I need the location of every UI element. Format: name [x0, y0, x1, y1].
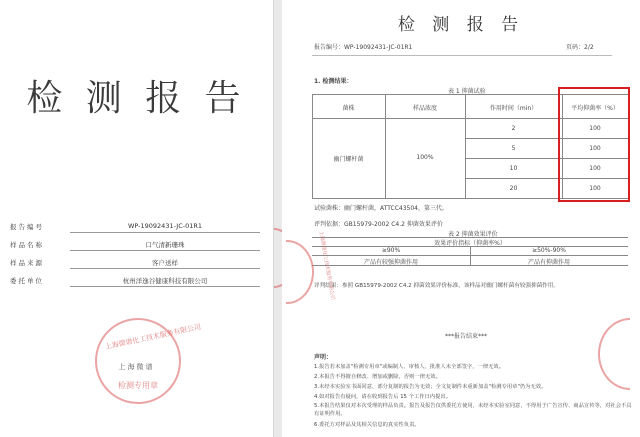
cover-page [0, 0, 274, 437]
strain-cell: 幽门螺杆菌 [333, 156, 364, 163]
highlight-box [558, 87, 630, 202]
time-cell: 20 [509, 185, 518, 192]
seal-text-bottom: 检测专用章 [118, 381, 158, 390]
table-header: 样品浓度 [412, 105, 437, 112]
eval-effect: 产品有抑菌作用 [527, 259, 570, 266]
field-label: 委托单位 [10, 277, 44, 285]
note-item: 1.报告若未加盖"检测专用章"或编制人、审核人、批准人未全部签字，一律无效。 [314, 364, 505, 370]
rate-cell: 100 [589, 145, 601, 152]
field-label: 报告编号 [10, 223, 44, 231]
conclusion: 评判结果：参照 GB15979-2002 C4.2 抑菌效果评价标准，该样品对幽门螺杆菌有较强抑菌作用。 [314, 283, 559, 289]
eval-range: ≥90% [381, 247, 401, 254]
field-value: 杭州洋逸谷健康科技有限公司 [122, 277, 208, 285]
issuer: 上海微谱 [118, 363, 155, 371]
report-no: 报告编号：WP-19092431-JC-01R1 [314, 44, 413, 51]
note-item: 5.本报告结果仅对本次受理的样品负责。报告及报告仅供委托方使用，未经本实验室同意，不得用于广告宣传、商品宣传等，对社会不具有证明作用。 [314, 403, 632, 417]
rate-cell: 100 [589, 165, 601, 172]
cover-title: 检 测 报 告 [26, 78, 247, 119]
rate-cell: 100 [589, 185, 601, 192]
table-header: 作用时间（min） [489, 105, 538, 112]
note-item: 3.未经本实验室书面同意，部分复制的报告为无效；全文复制件未重新加盖"检测专用章"仍为无效。 [314, 384, 547, 390]
table2-caption: 表 2 抑菌效果评价 [448, 231, 498, 238]
concentration-cell: 100% [416, 154, 434, 161]
eval-index: 效果评价指标（抑菌率%） [434, 240, 506, 247]
field-value: 口气清新珊珠 [145, 241, 185, 249]
time-cell: 10 [509, 165, 518, 172]
note-item: 2.本报告不得擅自修改、增加或删除，否则一律无效。 [314, 374, 441, 380]
table-header: 平均抑菌率（%） [571, 105, 619, 112]
section-title: 1. 检测结果： [314, 78, 353, 85]
seal-text: 上海微谱化工技术服务有限公司 [317, 230, 336, 301]
field-label: 样品来源 [10, 259, 44, 267]
eval-effect: 产品有较强抑菌作用 [363, 259, 418, 266]
table-header: 菌株 [342, 105, 355, 112]
field-value: WP-19092431-JC-01R1 [127, 222, 203, 230]
strain-note: 试验菌株：幽门螺杆菌，ATTCC43504，第三代。 [314, 205, 448, 212]
field-sample-source [10, 258, 260, 270]
page-number: 页码：2/2 [566, 44, 594, 51]
time-cell: 2 [511, 125, 516, 132]
note-item: 4.如对报告有疑问，请在收到报告后 15 个工作日内提出。 [314, 394, 451, 400]
end-mark: ***报告结束*** [445, 333, 488, 340]
time-cell: 5 [511, 145, 516, 152]
rate-cell: 100 [589, 125, 601, 132]
notes-title: 声明： [314, 354, 333, 361]
field-value: 客户送样 [152, 259, 178, 267]
eval-basis: 评判依据：GB15979-2002 C4.2 抑菌效果评价 [314, 221, 443, 228]
note-item: 6.委托方对样品及其相关信息的真实性负责。 [314, 422, 420, 428]
field-report-no [10, 222, 260, 234]
eval-range: ≥50%-90% [532, 247, 566, 254]
seal-text-top: 上海微谱化工技术服务有限公司 [104, 322, 202, 352]
field-client [10, 276, 260, 288]
table1-caption: 表 1 抑菌试验 [448, 88, 486, 95]
header-rule [312, 55, 612, 56]
field-sample-name [10, 240, 260, 252]
report-title: 检 测 报 告 [397, 15, 525, 35]
field-label: 样品名称 [10, 241, 44, 249]
